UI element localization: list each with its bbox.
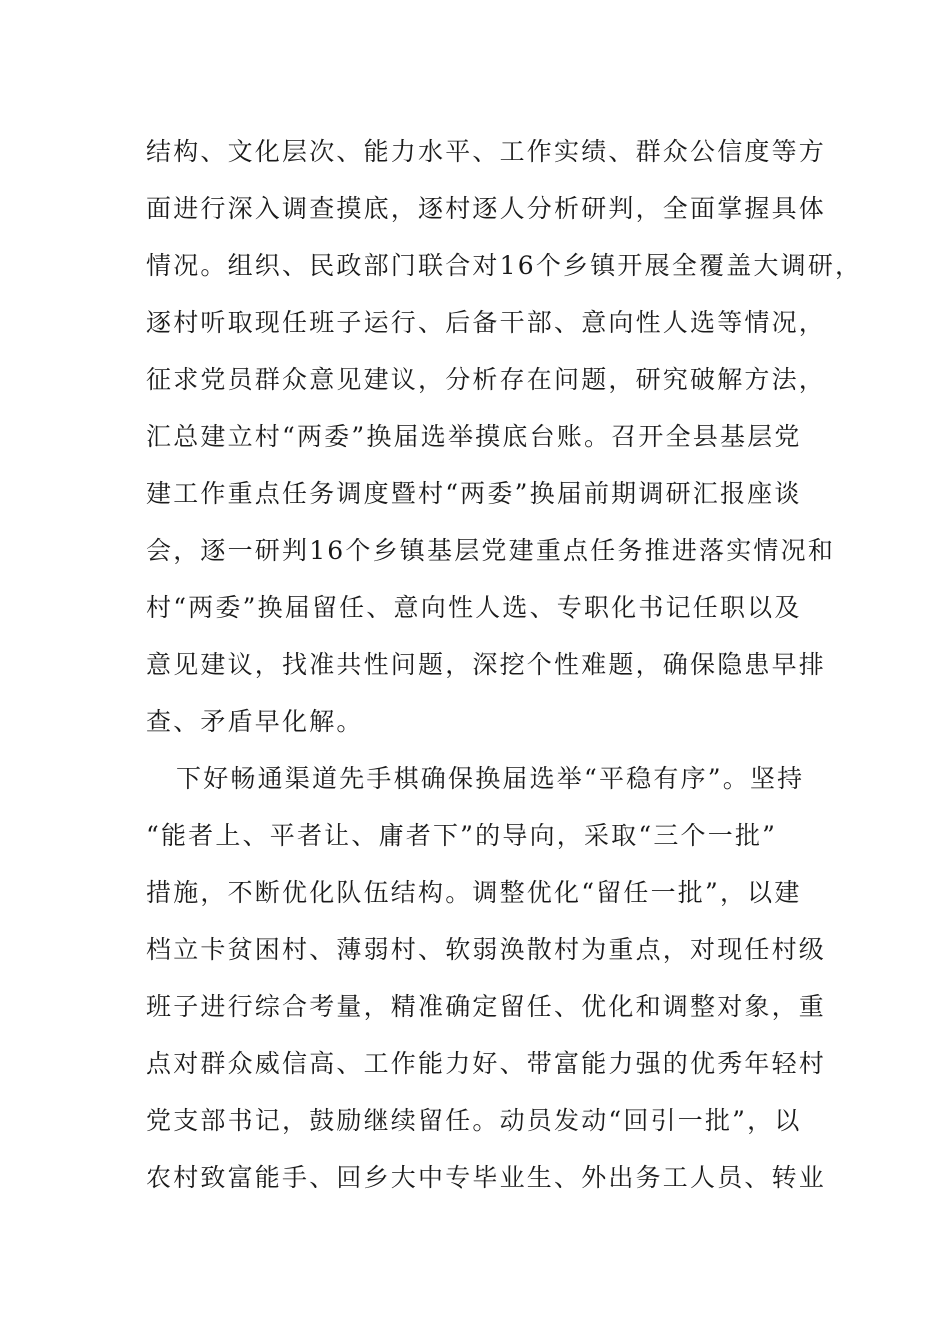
text-line: 汇总建立村“两委”换届选举摸底台账。召开全县基层党 [146,422,802,451]
text-line: 面进行深入调查摸底，逐村逐人分析研判，全面掌握具体 [146,194,827,223]
text-line: 档立卡贫困村、薄弱村、软弱涣散村为重点，对现任村级 [146,935,827,964]
text-line: 班子进行综合考量，精准确定留任、优化和调整对象，重 [146,992,827,1021]
text-line: 会，逐一研判16个乡镇基层党建重点任务推进落实情况和 [146,536,836,565]
text-line: 结构、文化层次、能力水平、工作实绩、群众公信度等方 [146,137,827,166]
text-line: 情况。组织、民政部门联合对16个乡镇开展全覆盖大调研， [146,251,863,280]
text-line: 党支部书记，鼓励继续留任。动员发动“回引一批”，以 [146,1106,802,1135]
text-line: 下好畅通渠道先手棋确保换届选举“平稳有序”。坚持 [176,764,805,793]
text-line: 意见建议，找准共性问题，深挖个性难题，确保隐患早排 [146,650,827,679]
text-line: 措施，不断优化队伍结构。调整优化“留任一批”，以建 [146,878,802,907]
text-line: 征求党员群众意见建议，分析存在问题，研究破解方法， [146,365,827,394]
text-line: 逐村听取现任班子运行、后备干部、意向性人选等情况， [146,308,827,337]
text-line: 村“两委”换届留任、意向性人选、专职化书记任职以及 [146,593,802,622]
text-line: “能者上、平者让、庸者下”的导向，采取“三个一批” [146,821,778,850]
text-line: 农村致富能手、回乡大中专毕业生、外出务工人员、转业 [146,1163,827,1192]
text-line: 点对群众威信高、工作能力好、带富能力强的优秀年轻村 [146,1049,827,1078]
text-line: 查、矛盾早化解。 [146,707,364,736]
text-line: 建工作重点任务调度暨村“两委”换届前期调研汇报座谈 [146,479,802,508]
